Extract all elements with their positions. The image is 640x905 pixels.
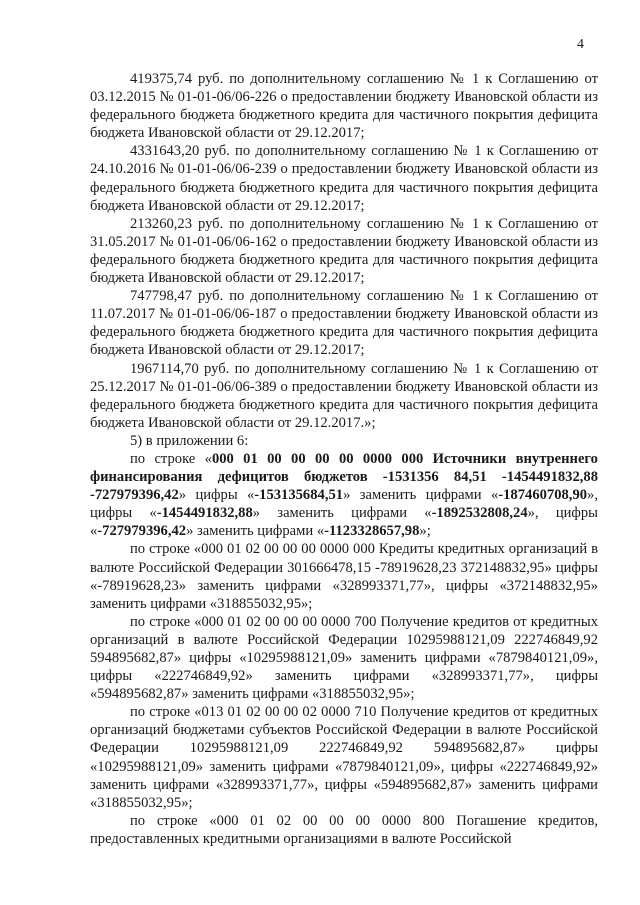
text-segment: » заменить цифрами « (252, 505, 432, 522)
text-segment: 5) в приложении 6: (130, 432, 249, 449)
paragraph (90, 142, 598, 214)
bold-text: -187460708,90 (498, 487, 588, 504)
text-segment: 1967114,70 руб. по дополнительному соглашению № 1 к Соглашению от 25.12.2017 № 01-01-06/06-389 о предоставлении бюджету Ивановской области из федерального бюджета бюджетного кредита для частичного покрытия дефицита бюджета Ивановской области от 29.12.2017.»; (90, 360, 598, 431)
text-segment: », цифры « (90, 487, 598, 522)
paragraph (90, 432, 598, 450)
text-segment: 213260,23 руб. по дополнительному соглашению № 1 к Соглашению от 31.05.2017 № 01-01-06/06-162 о предоставлении бюджету Ивановской области из федерального бюджета бюджетного кредита для частичного покрытия дефицита бюджета Ивановской области от 29.12.2017; (90, 215, 598, 287)
text-segment: по строке «013 01 02 00 00 02 0000 710 Получение кредитов от кредитных организаций бюджетами субъектов Российской Федерации в валюте Российской Федерации 10295988121,09 222746849,92 594895682,87» цифры «10295988121,09» заменить цифрами «7879840121,09», цифры «222746849,92» заменить цифрами «328993371,77», цифры «594895682,87» заменить цифрами «318855032,95»; (90, 704, 598, 811)
text-segment: по строке «000 01 02 00 00 00 0000 800 Погашение кредитов, предоставленных кредитными организациями в валюте Российской (90, 812, 598, 847)
text-segment: » заменить цифрами « (343, 487, 499, 504)
text-segment: по строке «000 01 02 00 00 00 0000 700 Получение кредитов от кредитных организаций в валюте Российской Федерации 10295988121,09 222746849,92 594895682,87» цифры «10295988121,09» заменить цифрами «7879840121,09», цифры «222746849,92» заменить цифрами «328993371,77», цифры «594895682,87» заменить цифрами «318855032,95»; (90, 613, 598, 703)
text-segment: по строке « (130, 450, 212, 467)
bold-text: -1892532808,24 (431, 505, 528, 522)
text-segment: 747798,47 руб. по дополнительному соглашению № 1 к Соглашению от 11.07.2017 № 01-01-06/06-187 о предоставлении бюджету Ивановской области из федерального бюджета бюджетного кредита для частичного покрытия дефицита бюджета Ивановской области от 29.12.2017; (90, 288, 598, 359)
document-body (90, 70, 598, 848)
paragraph (90, 703, 598, 812)
bold-text: -727979396,42 (97, 523, 187, 540)
paragraph (90, 215, 598, 287)
paragraph (90, 540, 598, 612)
text-segment: по строке «000 01 02 00 00 00 0000 000 Кредиты кредитных организаций в валюте Российской Федерации 301666478,15 -78919628,23 372148832,95» цифры «-78919628,23» заменить цифрами «328993371,77», цифры «372148832,95» заменить цифрами «318855032,95»; (90, 541, 598, 612)
text-segment: »; (419, 523, 431, 540)
text-segment: », цифры « (90, 505, 598, 540)
paragraph (90, 287, 598, 359)
text-segment: 419375,74 руб. по дополнительному соглашению № 1 к Соглашению от 03.12.2015 № 01-01-06/06-226 о предоставлении бюджету Ивановской области из федерального бюджета бюджетного кредита для частичного покрытия дефицита бюджета Ивановской области от 29.12.2017; (90, 71, 598, 142)
bold-text: -1123328657,98 (324, 523, 420, 540)
paragraph (90, 360, 598, 432)
text-segment: 4331643,20 руб. по дополнительному соглашению № 1 к Соглашению от 24.10.2016 № 01-01-06/06-239 о предоставлении бюджету Ивановской области из федерального бюджета бюджетного кредита для частичного покрытия дефицита бюджета Ивановской области от 29.12.2017; (90, 143, 598, 214)
paragraph (90, 613, 598, 703)
paragraph (90, 812, 598, 848)
paragraph (90, 70, 598, 142)
page-number: 4 (577, 37, 584, 52)
text-segment: » цифры « (178, 487, 255, 504)
bold-text: -1454491832,88 (156, 505, 253, 522)
text-segment: » заменить цифрами « (186, 523, 325, 540)
bold-text: 000 01 00 00 00 00 0000 000 Источники внутреннего финансирования дефицитов бюджетов -1531356 84,51 -1454491832,88 -727979396,42 (90, 450, 598, 504)
bold-text: -153135684,51 (254, 487, 344, 504)
paragraph (90, 450, 598, 540)
